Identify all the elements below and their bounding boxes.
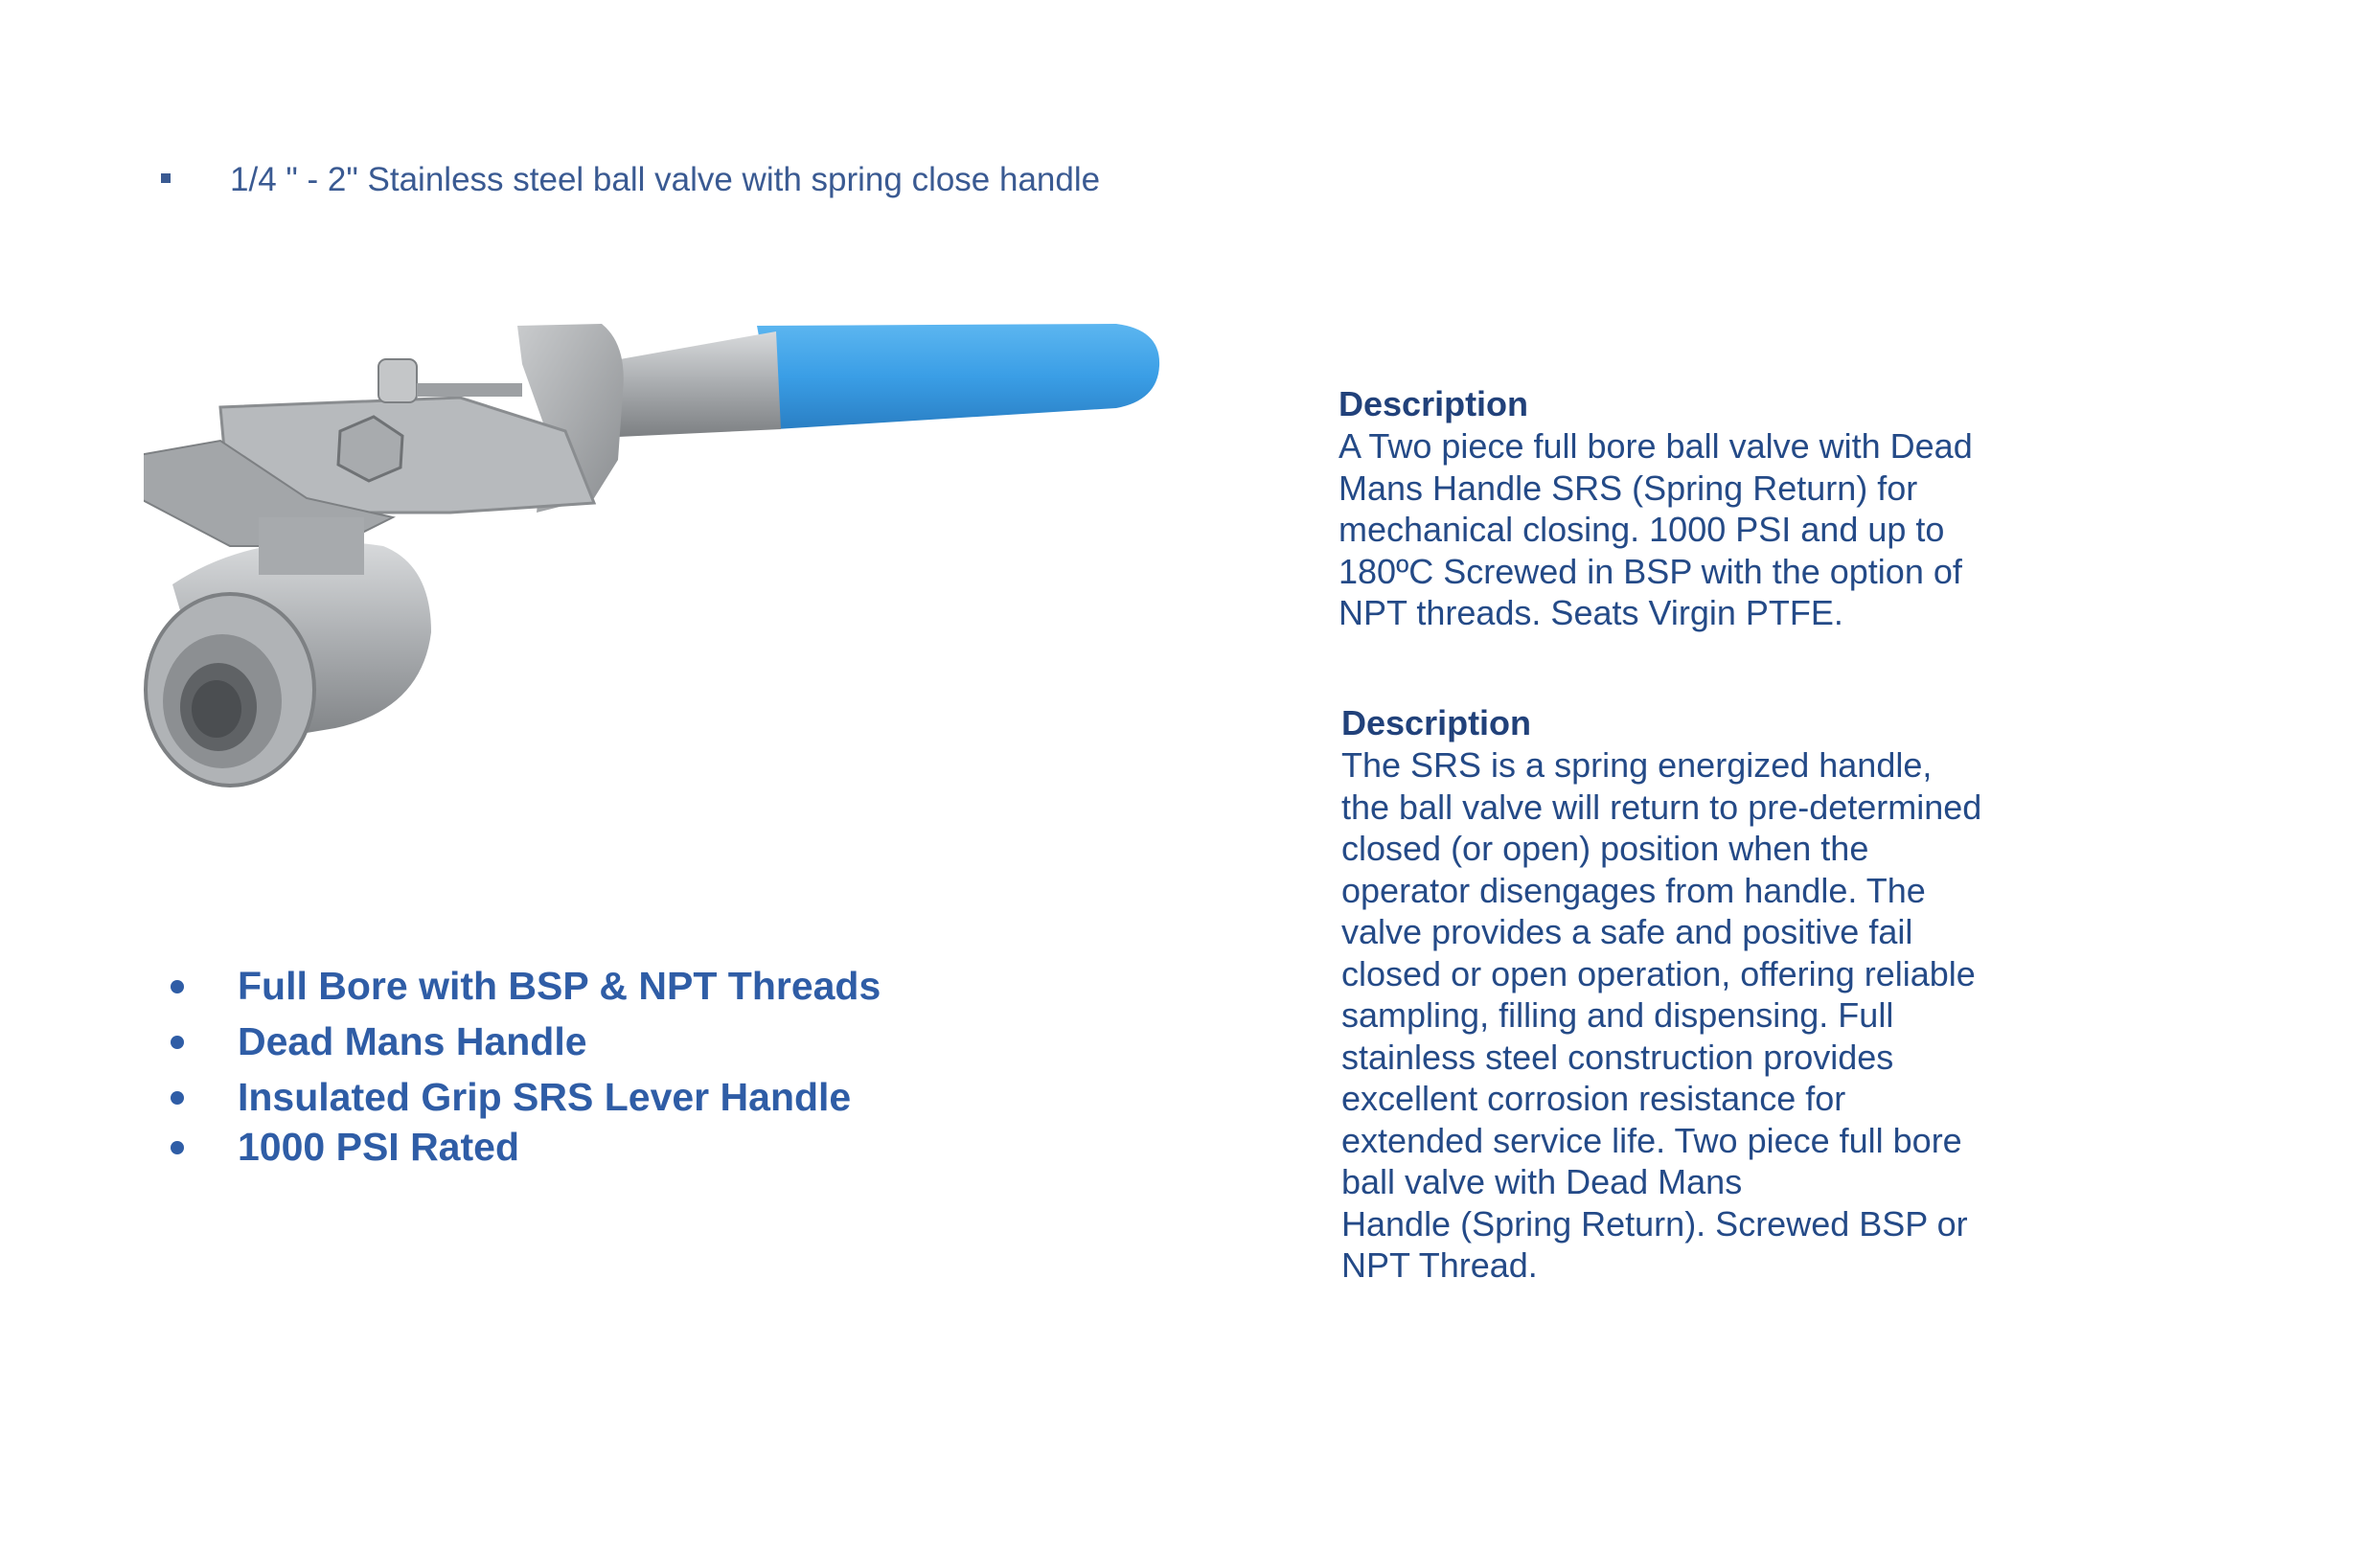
description-line: A Two piece full bore ball valve with Dead [1339, 426, 1973, 466]
description-line: 180ºC Screwed in BSP with the option of [1339, 551, 1962, 591]
description-line: NPT threads. Seats Virgin PTFE. [1339, 593, 1843, 632]
description-block-1 [1339, 383, 1973, 634]
description-line: ball valve with Dead Mans [1341, 1162, 1743, 1201]
description-block-2 [1341, 702, 1981, 1287]
description-line: valve provides a safe and positive fail [1341, 912, 1913, 951]
ball-valve-image [144, 307, 1179, 824]
description-line: The SRS is a spring energized handle, [1341, 745, 1933, 785]
description-line: NPT Thread. [1341, 1245, 1538, 1285]
description-line: excellent corrosion resistance for [1341, 1079, 1846, 1118]
feature-label: Insulated Grip SRS Lever Handle [238, 1075, 852, 1119]
bullet-icon [171, 1036, 184, 1049]
description-heading: Description [1341, 703, 1532, 742]
feature-label: Dead Mans Handle [238, 1019, 587, 1063]
description-line: operator disengages from handle. The [1341, 870, 1926, 910]
description-line: Handle (Spring Return). Screwed BSP or [1341, 1203, 1968, 1244]
header-title: 1/4 " - 2" Stainless steel ball valve with spring close handle [230, 161, 1101, 198]
description-line: extended service life. Two piece full bore [1341, 1120, 1962, 1160]
bullet-icon [171, 1091, 184, 1105]
description-line: sampling, filling and dispensing. Full [1341, 995, 1894, 1035]
description-line: Mans Handle SRS (Spring Return) for [1339, 468, 1918, 508]
feature-label: 1000 PSI Rated [238, 1125, 519, 1169]
feature-label: Full Bore with BSP & NPT Threads [238, 964, 881, 1008]
description-line: closed or open operation, offering reliable [1341, 953, 1976, 993]
description-line: mechanical closing. 1000 PSI and up to [1339, 510, 1945, 549]
bullet-icon [171, 1141, 184, 1154]
description-line: stainless steel construction provides [1341, 1037, 1894, 1077]
square-bullet-icon [161, 173, 171, 183]
bullet-icon [171, 980, 184, 993]
description-line: the ball valve will return to pre-determined [1341, 787, 1982, 827]
description-line: closed (or open) position when the [1341, 829, 1869, 868]
description-heading: Description [1339, 384, 1529, 423]
